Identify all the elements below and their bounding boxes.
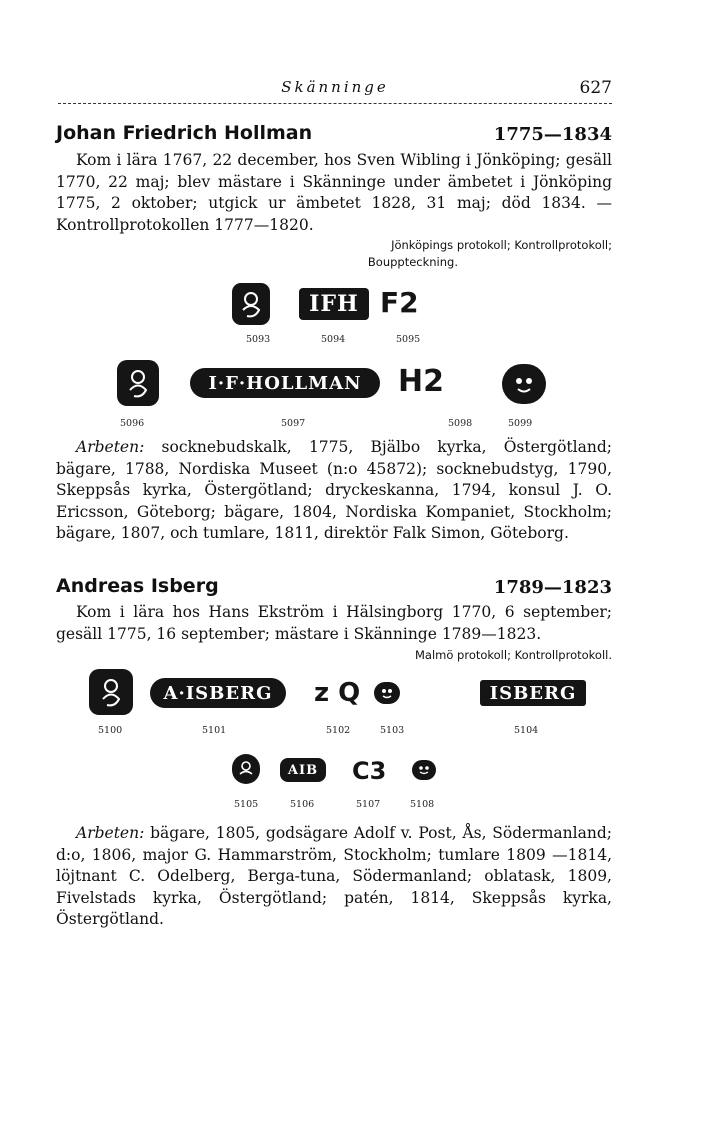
mark-number: 5107	[356, 799, 381, 810]
mark-number: 5100	[98, 725, 123, 736]
town-seal-icon	[96, 675, 126, 709]
hallmark-5106: AIB	[280, 758, 326, 782]
mark-number: 5095	[396, 334, 421, 345]
crown-head-icon	[416, 764, 432, 776]
mark-number: 5094	[321, 334, 346, 345]
entry-name: Johan Friedrich Hollman	[56, 122, 313, 144]
mark-number: 5096	[120, 418, 145, 429]
town-seal-icon	[123, 366, 153, 400]
mark-number: 5098	[448, 418, 473, 429]
entry-years: 1775—1834	[493, 124, 612, 145]
hallmark-5102: z Q	[314, 678, 361, 708]
page-number: 627	[579, 78, 612, 98]
mark-number: 5104	[514, 725, 539, 736]
hallmark-5107: C3	[352, 757, 387, 785]
hallmark-5105	[232, 754, 260, 784]
entry-name: Andreas Isberg	[56, 575, 219, 597]
mark-number: 5093	[246, 334, 271, 345]
works-text: bägare, 1805, godsägare Adolf v. Post, Ås, Södermanland; d:o, 1806, major G. Hammarström, Stockholm; tumlare 1809 —1814, löjtnant C. Odelberg, Berga-tuna, Södermanland; oblatask, 1809, Fivelstads kyrka, Östergötland; patén, 1814, Skeppsås kyrka, Östergötland.	[56, 824, 612, 928]
hallmark-5096	[117, 360, 159, 406]
mark-number: 5103	[380, 725, 405, 736]
town-seal-icon	[236, 758, 256, 780]
entry-body-isberg: Kom i lära hos Hans Ekström i Hälsingborg 1770, 6 september; gesäll 1775, 16 september; mästare i Skänninge 1789—1823.	[56, 603, 612, 643]
hallmark-5104: ISBERG	[480, 680, 586, 706]
mark-number: 5105	[234, 799, 259, 810]
entry-years: 1789—1823	[493, 577, 612, 598]
hallmark-5095: F2	[380, 286, 419, 319]
mark-number: 5101	[202, 725, 227, 736]
hallmark-5099	[502, 364, 546, 404]
mark-number: 5099	[508, 418, 533, 429]
running-head	[58, 78, 612, 102]
mark-number: 5106	[290, 799, 315, 810]
crown-head-icon	[378, 686, 396, 700]
hallmark-5103	[374, 682, 400, 704]
hallmark-5094: IFH	[299, 288, 369, 320]
running-title: Skänninge	[281, 78, 389, 96]
hallmark-5108	[412, 760, 436, 780]
entry-header-isberg	[56, 575, 612, 601]
hallmark-5100	[89, 669, 133, 715]
source-line: Malmö protokoll; Kontrollprotokoll.	[414, 648, 612, 662]
crown-head-icon	[509, 370, 539, 398]
mark-number: 5108	[410, 799, 435, 810]
source-line: Jönköpings protokoll; Kontrollprotokoll;	[391, 238, 612, 252]
hallmark-5098: H2	[398, 364, 444, 399]
entry-body-hollman: Kom i lära 1767, 22 december, hos Sven Wibling i Jönköping; gesäll 1770, 22 maj; blev mästare i Skänninge under ämbetet i Jönköping 1775, 2 oktober; utgick ur ämbetet 1828, 31 maj; död 1834. — Kontrollprotokollen 1777—1820.	[56, 151, 612, 234]
works-isberg	[56, 823, 612, 931]
source-line: Bouppteckning.	[367, 255, 458, 269]
mark-number: 5097	[281, 418, 306, 429]
works-label: Arbeten:	[76, 824, 145, 842]
town-seal-icon	[237, 288, 265, 320]
works-text: socknebudskalk, 1775, Bjälbo kyrka, Östergötland; bägare, 1788, Nordiska Museet (n:o 45872); socknebudstyg, 1790, Skeppsås kyrka, Östergötland; dryckeskanna, 1794, konsul J. O. Ericsson, Göteborg; bägare, 1804, Nordiska Kompaniet, Stockholm; bägare, 1807, och tumlare, 1811, direktör Falk Simon, Göteborg.	[56, 438, 612, 542]
hallmark-5101: A·ISBERG	[150, 678, 286, 708]
hallmark-5097: I·F·HOLLMAN	[190, 368, 380, 398]
hallmark-5093	[232, 283, 270, 325]
works-hollman	[56, 437, 612, 545]
entry-header-hollman	[56, 122, 612, 148]
works-label: Arbeten:	[76, 438, 145, 456]
head-rule	[58, 103, 612, 104]
mark-number: 5102	[326, 725, 351, 736]
